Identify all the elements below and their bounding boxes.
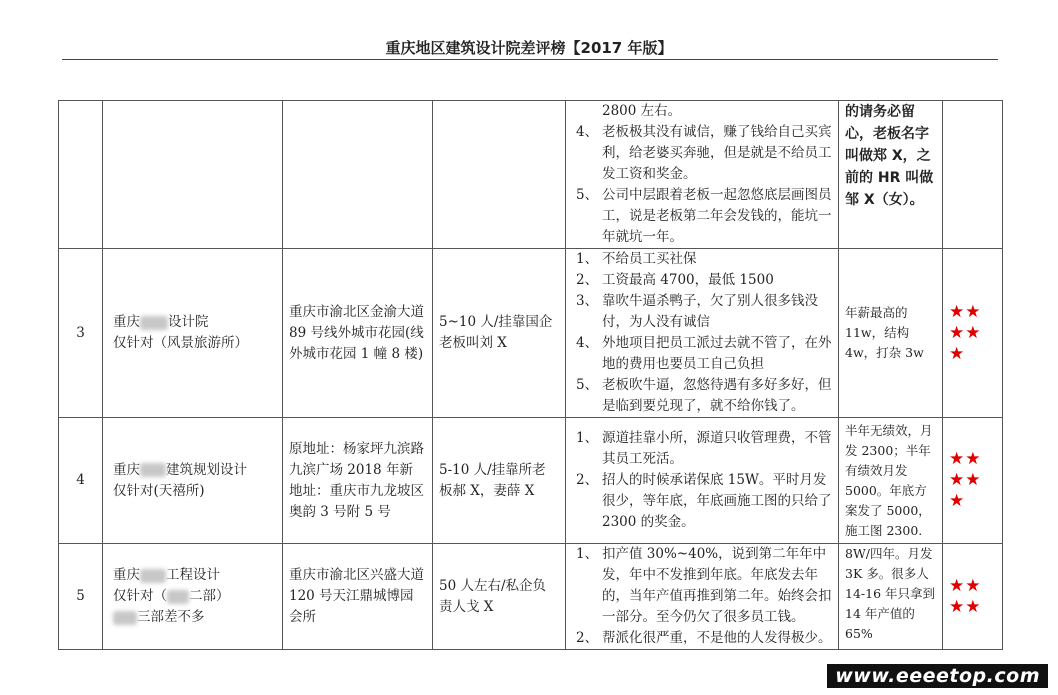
- issue-text: 招人的时候承诺保底 15W。平时月发很少，等年底，年底画施工图的只给了 2300 的奖金。: [602, 472, 832, 530]
- issue-list: [572, 249, 832, 417]
- issue-text: 源道挂靠小所，源道只收管理费，不管其员工死活。: [602, 430, 832, 467]
- size-owner-cell: [433, 544, 566, 650]
- salary-cell: [839, 101, 943, 249]
- issue-continuation: 2800 左右。: [602, 103, 682, 119]
- scope-extra-text: 三部差不多: [137, 609, 205, 625]
- stars-line: ★★: [949, 301, 982, 322]
- name-suffix: 工程设计: [166, 567, 220, 583]
- issue-number: 2、: [576, 272, 599, 288]
- site-watermark: www.eeeetop.com: [827, 664, 1048, 688]
- salary-cell: [839, 418, 943, 544]
- stars-line: ★★: [949, 322, 982, 343]
- stars-line: ★★: [949, 449, 982, 469]
- size-owner-cell: [433, 101, 566, 249]
- salary-cell: [839, 544, 943, 650]
- size-owner-text: 5~10 人/挂靠国企老板叫刘 X: [439, 314, 553, 351]
- redacted-blur: [140, 569, 166, 583]
- name-prefix: 重庆: [113, 314, 140, 330]
- name-cell: [103, 101, 283, 249]
- issue-number: 2、: [576, 630, 599, 646]
- address-cell: [283, 544, 433, 650]
- issues-cell: [566, 101, 839, 249]
- issue-number: 3、: [576, 293, 599, 309]
- salary-text: 半年无绩效，月发 2300；半年有绩效月发 5000。年底方案发了 5000，施工图 2300.: [845, 422, 933, 538]
- note-text: 的请务必留心，老板名字叫做郑 X，之前的 HR 叫做邹 X（女）。: [845, 104, 934, 208]
- size-owner-text: 5-10 人/挂靠所老板郝 X，妻薛 X: [439, 461, 546, 499]
- row-index: 5: [76, 588, 85, 604]
- stars-line: ★: [949, 343, 966, 364]
- issues-cell: [566, 418, 839, 544]
- issue-text: 工资最高 4700，最低 1500: [602, 272, 774, 288]
- address-text: 原地址：杨家坪九滨路九滨广场 2018 年新地址：重庆市九龙坡区奥韵 3 号附 5 号: [289, 440, 424, 520]
- stars-line: ★★: [949, 596, 982, 617]
- issues-cell: [566, 249, 839, 418]
- redacted-blur: [167, 590, 189, 604]
- row-index: 3: [76, 324, 85, 341]
- scope-note: 仅针对（风景旅游所）: [113, 335, 248, 351]
- title-rule: [62, 59, 998, 60]
- size-owner-cell: [433, 249, 566, 418]
- issue-text: 帮派化很严重，不是他的人发得极少。: [602, 630, 832, 646]
- firm-name: [113, 565, 276, 586]
- issue-text: 外地项目把员工派过去就不管了，在外地的费用也要员工自己负担: [602, 335, 832, 372]
- firm-name: [113, 312, 276, 333]
- issue-number: 5、: [576, 187, 599, 203]
- issue-item: [572, 428, 832, 470]
- address-cell: [283, 249, 433, 418]
- issue-number: 5、: [576, 377, 599, 393]
- issue-list: [572, 122, 832, 248]
- issue-item: [572, 270, 832, 291]
- scope-note-extra: [113, 607, 276, 628]
- name-cell: [103, 249, 283, 418]
- issue-text: 扣产值 30%~40%，说到第二年年中发，年中不发推到年底。年底发去年的，当年产值再推到第二年。始终会扣一部分。至今仍欠了很多员工钱。: [602, 546, 832, 625]
- rating-cell: [943, 249, 1003, 418]
- stars-line: ★★: [949, 575, 982, 596]
- scope-suffix: 二部）: [189, 588, 230, 604]
- issue-item: [572, 628, 832, 649]
- issue-text: 靠吹牛逼杀鸭子，欠了别人很多钱没付，为人没有诚信: [602, 293, 818, 330]
- scope-prefix: 仅针对（: [113, 588, 167, 604]
- firm-name: [113, 460, 276, 481]
- rating-cell: [943, 544, 1003, 650]
- row-index: 4: [76, 472, 85, 488]
- issue-item: [572, 122, 832, 185]
- stars-line: ★★: [949, 470, 982, 490]
- address-text: 重庆市渝北区兴盛大道 120 号天江鼎城博园会所: [289, 567, 424, 625]
- issue-item: [572, 470, 832, 533]
- address-cell: [283, 418, 433, 544]
- salary-cell: [839, 249, 943, 418]
- scope-note: [113, 586, 276, 607]
- rating-cell: [943, 101, 1003, 249]
- issue-item: [572, 185, 832, 248]
- issue-number: 4、: [576, 124, 599, 140]
- issue-item: [572, 291, 832, 333]
- name-suffix: 建筑规划设计: [166, 461, 247, 478]
- issue-number: 2、: [576, 472, 599, 488]
- star-rating: [949, 449, 996, 512]
- salary-text: 年薪最高的 11w，结构 4w，打杂 3w: [845, 305, 924, 360]
- issue-number: 1、: [576, 546, 599, 562]
- issue-item: [572, 249, 832, 270]
- issue-list: [572, 428, 832, 533]
- size-owner-cell: [433, 418, 566, 544]
- table-row-continued: [59, 101, 1003, 249]
- name-prefix: 重庆: [113, 461, 140, 478]
- table-row: [59, 249, 1003, 418]
- name-suffix: 设计院: [168, 314, 209, 330]
- name-cell: [103, 544, 283, 650]
- document-title: 重庆地区建筑设计院差评榜【2017 年版】: [385, 39, 673, 57]
- size-owner-text: 50 人左右/私企负责人戈 X: [439, 577, 547, 615]
- issue-text: 老板极其没有诚信，赚了钱给自己买宾利，给老婆买奔驰，但是就是不给员工发工资和奖金。: [602, 124, 832, 182]
- issue-item: [572, 333, 832, 375]
- redacted-blur: [113, 611, 137, 625]
- name-cell: [103, 418, 283, 544]
- redacted-blur: [140, 316, 168, 330]
- index-cell: [59, 418, 103, 544]
- issue-text: 公司中层跟着老板一起忽悠底层画图员工，说是老板第二年会发钱的，能坑一年就坑一年。: [602, 187, 832, 245]
- index-cell: [59, 544, 103, 650]
- issue-item: [572, 544, 832, 628]
- rating-cell: [943, 418, 1003, 544]
- address-text: 重庆市渝北区金渝大道 89 号线外城市花园(线外城市花园 1 幢 8 楼): [289, 303, 424, 362]
- name-prefix: 重庆: [113, 567, 140, 583]
- issue-number: 1、: [576, 430, 599, 446]
- table-row: [59, 418, 1003, 544]
- table-row: [59, 544, 1003, 650]
- stars-line: ★: [949, 491, 966, 511]
- issue-item: [572, 375, 832, 417]
- index-cell: [59, 101, 103, 249]
- star-rating: [949, 302, 996, 365]
- address-cell: [283, 101, 433, 249]
- star-rating: [949, 576, 996, 618]
- issues-cell: [566, 544, 839, 650]
- issue-list: [572, 544, 832, 649]
- issue-text: 不给员工买社保: [602, 251, 697, 267]
- redacted-blur: [140, 463, 166, 477]
- ranking-table: [58, 100, 1003, 650]
- issue-text: 老板吹牛逼，忽悠待遇有多好多好，但是临到要兑现了，就不给你钱了。: [602, 377, 832, 414]
- index-cell: [59, 249, 103, 418]
- issue-number: 4、: [576, 335, 599, 351]
- scope-note: 仅针对(天禧所): [113, 482, 205, 499]
- salary-text: 8W/四年。月发 3K 多。很多人 14-16 年只拿到 14 年产值的 65%: [845, 546, 936, 641]
- issue-number: 1、: [576, 251, 599, 267]
